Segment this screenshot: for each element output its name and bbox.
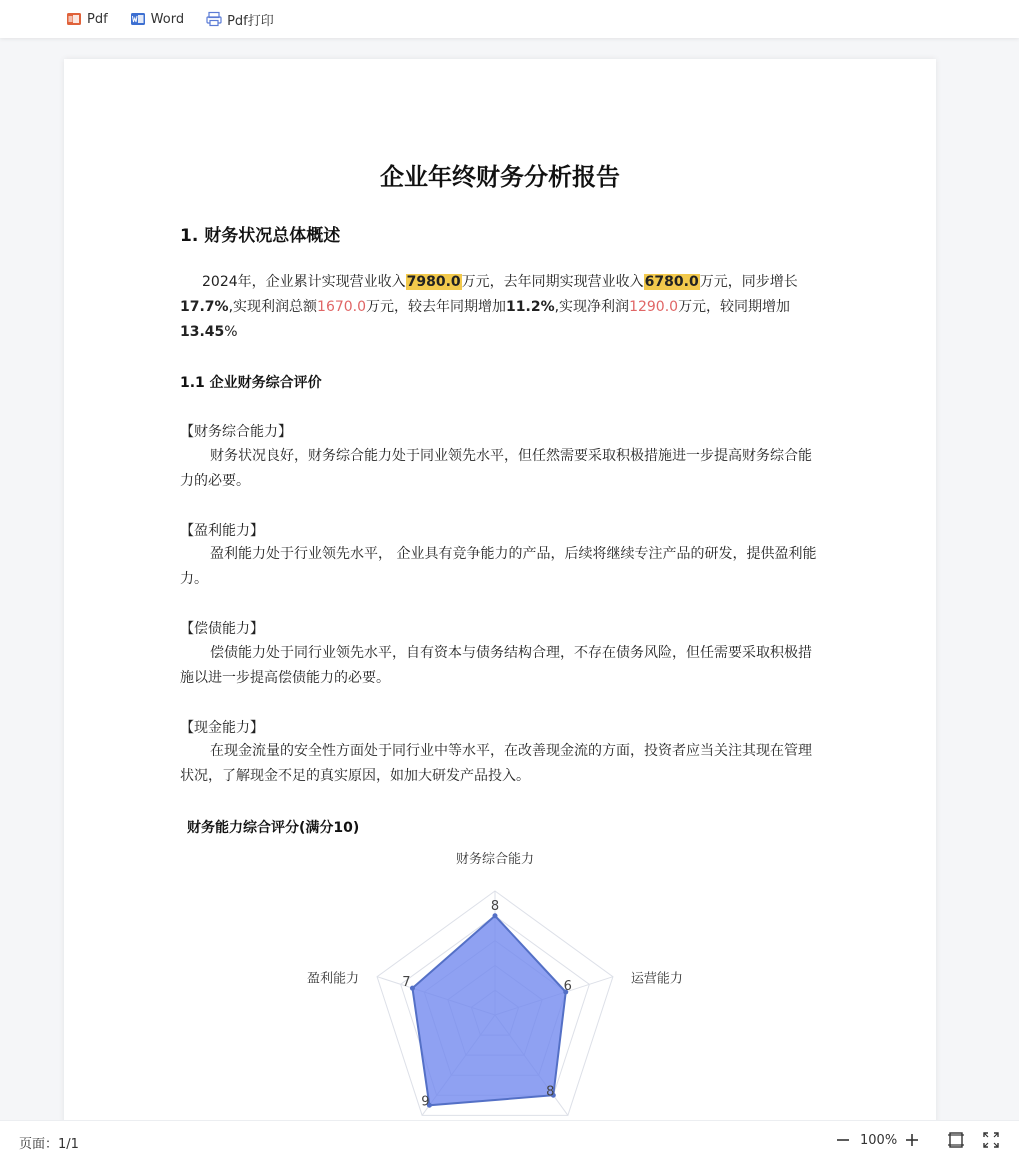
net-profit-growth-value: 13.45: [180, 324, 225, 340]
overview-text-1: 2024年，企业累计实现营业收入: [202, 274, 406, 290]
section-label-comprehensive: 【财务综合能力】: [180, 424, 292, 440]
growth-value: 17.7%: [180, 299, 229, 315]
revenue-value: 7980.0: [406, 274, 461, 290]
section-label-solvency: 【偿债能力】: [180, 621, 264, 637]
net-profit-value: 1290.0: [629, 299, 679, 315]
overview-text-2: 万元，去年同期实现营业收入: [461, 274, 644, 290]
document-page: [64, 59, 936, 1159]
chart-title: 财务能力综合评分(满分10): [187, 820, 360, 836]
overview-text-6: ,实现净利润: [554, 299, 630, 315]
plus-icon: [903, 1131, 921, 1149]
section-body-comprehensive: 财务状况良好，财务综合能力处于同业领先水平，但任然需要采取积极措施进一步提高财务综合能力的必要。: [180, 448, 812, 489]
radar-indicator-label: 财务综合能力: [455, 852, 535, 867]
radar-value-label: 8: [546, 1084, 555, 1100]
section-body-profitability: 盈利能力处于行业领先水平， 企业具有竞争能力的产品，后续将继续专注产品的研发，提供盈利能力。: [180, 546, 817, 587]
page-indicator: 页面：1/1: [19, 1137, 79, 1152]
status-bar: [0, 1120, 1019, 1162]
overview-text-3: 万元，同步增长: [699, 274, 798, 290]
fit-page-icon: [947, 1131, 965, 1149]
section-body-cash: 在现金流量的安全性方面处于同行业中等水平，在改善现金流的方面，投资者应当关注其现在管理状况，了解现金不足的真实原因，如加大研发产品投入。: [180, 743, 812, 784]
radar-indicator-label: 运营能力: [630, 971, 683, 987]
print-pdf-button[interactable]: [206, 7, 274, 31]
overview-text-5: 万元，较去年同期增加: [366, 299, 507, 315]
overview-text-7: 万元，较同期增加: [678, 299, 791, 315]
last-year-revenue-value: 6780.0: [644, 274, 699, 290]
radar-point: [410, 986, 415, 991]
overview-text-4: ,实现利润总额: [228, 299, 318, 315]
radar-value-label: 8: [490, 898, 500, 914]
export-word-button[interactable]: [130, 7, 184, 31]
section-label-cash: 【现金能力】: [180, 720, 264, 736]
fullscreen-button[interactable]: [982, 1131, 1000, 1149]
word-file-icon: [130, 11, 146, 27]
pdf-file-icon: [66, 11, 82, 27]
zoom-in-button[interactable]: [903, 1131, 921, 1149]
total-profit-value: 1670.0: [317, 299, 367, 315]
profit-growth-value: 11.2%: [506, 299, 555, 315]
export-pdf-button[interactable]: [66, 7, 108, 31]
section-label-profitability: 【盈利能力】: [180, 523, 264, 539]
radar-value-label: 6: [563, 979, 572, 995]
section-heading-overview: 1. 财务状况总体概述: [180, 226, 341, 246]
print-pdf-label: Pdf打印: [227, 13, 274, 29]
radar-value-label: 9: [421, 1094, 430, 1110]
export-word-label: Word: [150, 11, 185, 27]
radar-chart: [180, 809, 820, 1109]
fit-page-button[interactable]: [947, 1131, 965, 1149]
section-body-solvency: 偿债能力处于同行业领先水平，自有资本与债务结构合理，不存在债务风险，但任需要采取积极措施以进一步提高偿债能力的必要。: [180, 645, 812, 686]
overview-paragraph: [180, 270, 820, 345]
fullscreen-icon: [982, 1131, 1000, 1149]
top-toolbar: [0, 0, 1019, 38]
overview-text-8: %: [224, 324, 238, 340]
document-viewer[interactable]: [0, 38, 1019, 1120]
section-heading-evaluation: 1.1 企业财务综合评价: [180, 375, 322, 391]
zoom-out-button[interactable]: [834, 1131, 852, 1149]
minus-icon: [834, 1131, 852, 1149]
document-title: 企业年终财务分析报告: [380, 163, 620, 191]
export-pdf-label: Pdf: [87, 11, 108, 27]
radar-point: [493, 913, 498, 918]
radar-indicator-label: 盈利能力: [307, 971, 360, 987]
printer-icon: [206, 11, 222, 27]
radar-value-label: 7: [402, 975, 411, 991]
zoom-level: 100%: [860, 1133, 898, 1148]
radar-series-area: [412, 916, 565, 1105]
